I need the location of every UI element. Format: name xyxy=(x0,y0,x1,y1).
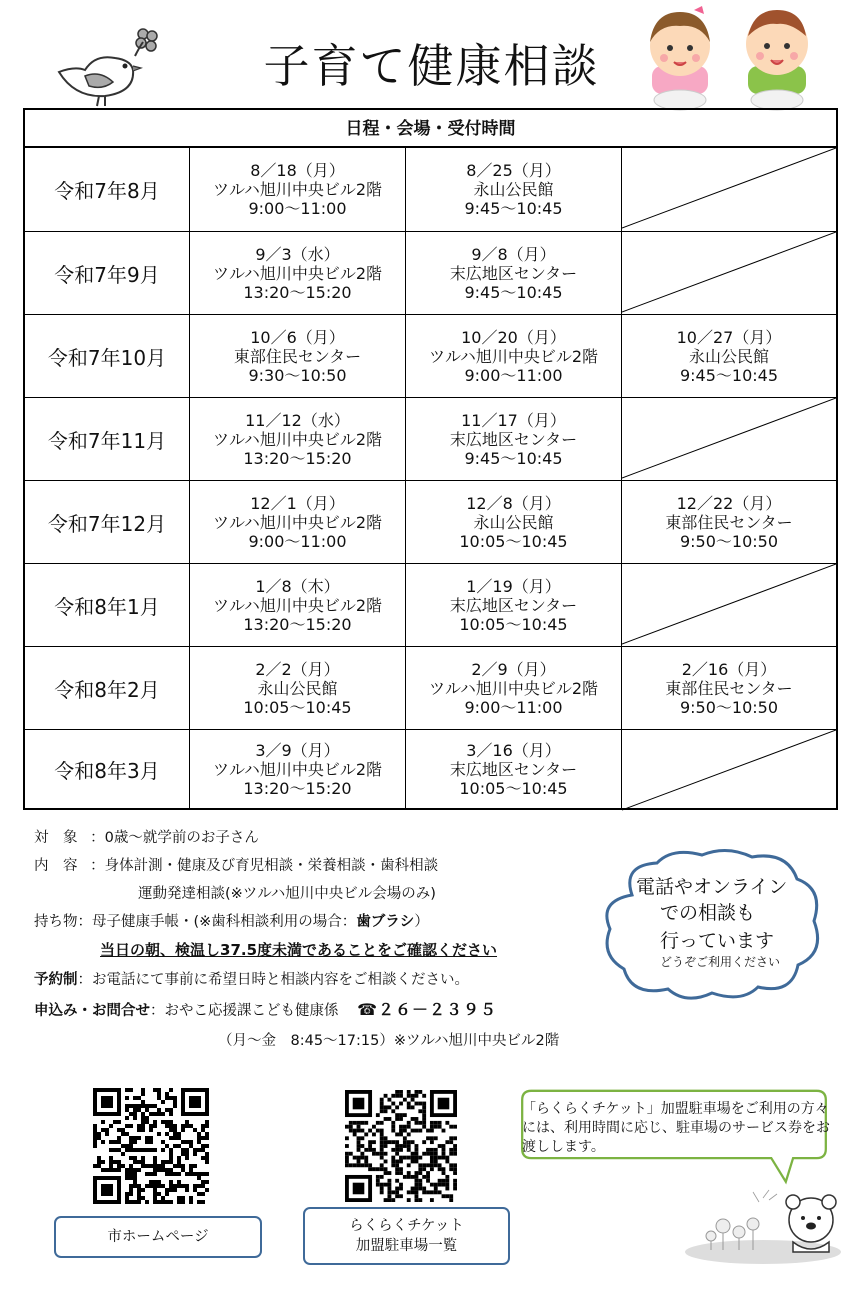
schedule-cell xyxy=(622,148,836,231)
table-row xyxy=(25,480,836,563)
session-time: 9:45～10:45 xyxy=(464,199,563,218)
session-time: 13:20～15:20 xyxy=(243,614,352,634)
session-date: 11／17（月） xyxy=(461,410,566,430)
session-date: 11／12（水） xyxy=(245,410,350,430)
table-row xyxy=(25,148,836,231)
session-venue: 東部住民センター xyxy=(665,512,793,532)
parking-line-1: らくらくチケット xyxy=(349,1218,464,1234)
schedule-cell xyxy=(406,647,622,729)
schedule-cell xyxy=(406,398,622,480)
session-date: 12／22（月） xyxy=(676,493,782,513)
session-time: 9:45～10:45 xyxy=(464,448,563,468)
session-venue: 永山公民館 xyxy=(473,180,554,199)
session-venue: 末広地区センター xyxy=(449,263,578,283)
schedule-cell xyxy=(622,564,836,646)
schedule-cell xyxy=(622,730,836,808)
month-label: 令和7年12月 xyxy=(25,481,190,563)
session-date: 10／27（月） xyxy=(676,327,782,347)
session-venue: ツルハ旭川中央ビル2階 xyxy=(212,429,383,449)
schedule-cell xyxy=(622,647,836,729)
target-value: ：0歳～就学前のお子さん xyxy=(90,830,259,846)
table-row xyxy=(25,231,836,314)
schedule-cell xyxy=(406,481,622,563)
session-time: 13:20～15:20 xyxy=(243,778,352,798)
reservation-row xyxy=(34,970,469,990)
session-venue: ツルハ旭川中央ビル2階 xyxy=(212,180,383,199)
session-venue: ツルハ旭川中央ビル2階 xyxy=(212,263,383,283)
session-venue: 東部住民センター xyxy=(233,346,362,366)
session-date: 12／8（月） xyxy=(466,493,561,513)
items-value: ：母子健康手帳・(※歯科相談利用の場合： xyxy=(77,914,357,930)
empty-cell-diagonal xyxy=(622,564,836,647)
items-end: ） xyxy=(414,914,429,930)
session-time: 13:20～15:20 xyxy=(243,282,352,302)
schedule-cell xyxy=(406,148,622,231)
table-header: 日程・会場・受付時間 xyxy=(25,110,836,148)
session-date: 2／16（月） xyxy=(681,659,777,679)
page-title: 子育て健康相談 xyxy=(263,39,600,93)
items-row xyxy=(34,912,429,932)
schedule-cell xyxy=(622,398,836,480)
table-row xyxy=(25,729,836,808)
session-venue: ツルハ旭川中央ビル2階 xyxy=(212,512,383,532)
session-time: 10:05～10:45 xyxy=(243,697,352,717)
session-time: 9:00～11:00 xyxy=(464,697,563,717)
content-label: 内 容 xyxy=(34,858,78,874)
schedule-cell xyxy=(406,232,622,314)
session-time: 10:05～10:45 xyxy=(459,778,568,798)
session-time: 9:45～10:45 xyxy=(464,282,563,302)
schedule-cell xyxy=(406,564,622,646)
reservation-label: 予約制 xyxy=(34,972,78,988)
parking-line-2: 加盟駐車場一覧 xyxy=(355,1238,458,1254)
parking-note-text: 「らくらくチケット」加盟駐車場をご利用の方々には、利用時間に応じ、駐車場のサービス券をお渡しします。 xyxy=(522,1101,830,1155)
schedule-table xyxy=(23,108,838,810)
schedule-cell xyxy=(406,315,622,397)
table-row xyxy=(25,563,836,646)
target-row xyxy=(34,828,259,848)
items-bold: 歯ブラシ xyxy=(356,914,415,930)
empty-cell-diagonal xyxy=(622,398,836,481)
phone-number: ☎２６－２３９５ xyxy=(357,1000,498,1019)
cloud-line-3: 行っています xyxy=(660,930,775,952)
schedule-cell xyxy=(622,315,836,397)
schedule-cell xyxy=(190,148,406,231)
schedule-cell xyxy=(190,564,406,646)
home-page-button[interactable] xyxy=(54,1216,262,1258)
session-venue: ツルハ旭川中央ビル2階 xyxy=(212,595,383,615)
session-time: 9:30～10:50 xyxy=(248,365,347,385)
session-date: 3／9（月） xyxy=(255,740,340,760)
home-page-qr-code[interactable] xyxy=(93,1088,209,1204)
session-date: 9／3（水） xyxy=(255,244,340,264)
session-date: 2／9（月） xyxy=(471,659,556,679)
session-time: 9:00～11:00 xyxy=(464,365,563,385)
cloud-line-1: 電話やオンライン xyxy=(636,876,788,898)
session-date: 12／1（月） xyxy=(250,493,345,513)
schedule-cell xyxy=(190,232,406,314)
month-label: 令和8年3月 xyxy=(25,730,190,808)
schedule-cell xyxy=(622,481,836,563)
session-time: 10:05～10:45 xyxy=(459,531,568,551)
month-label: 令和7年10月 xyxy=(25,315,190,397)
content-value-2: 運動発達相談(※ツルハ旭川中央ビル会場のみ) xyxy=(138,886,436,902)
session-date: 3／16（月） xyxy=(466,740,561,760)
schedule-cell xyxy=(190,481,406,563)
cloud-line-4: どうぞご利用ください xyxy=(660,955,781,969)
session-date: 10／20（月） xyxy=(461,327,566,347)
session-venue: 東部住民センター xyxy=(665,678,793,698)
table-row xyxy=(25,646,836,729)
schedule-cell xyxy=(406,730,622,808)
session-venue: ツルハ旭川中央ビル2階 xyxy=(428,346,599,366)
empty-cell-diagonal xyxy=(622,148,836,231)
bear-illustration xyxy=(683,1186,848,1266)
empty-cell-diagonal xyxy=(622,730,836,813)
contact-row xyxy=(34,1000,497,1021)
session-time: 9:00～11:00 xyxy=(248,531,347,551)
schedule-cell xyxy=(190,315,406,397)
session-venue: 末広地区センター xyxy=(449,429,578,449)
session-venue: 末広地区センター xyxy=(449,759,578,779)
content-value: ：身体計測・健康及び育児相談・栄養相談・歯科相談 xyxy=(90,858,439,874)
notice-text: 当日の朝、検温し37.5度未満であることをご確認ください xyxy=(100,941,498,959)
session-date: 2／2（月） xyxy=(255,659,340,679)
reservation-value: ：お電話にて事前に希望日時と相談内容をご相談ください。 xyxy=(77,972,469,988)
babies-illustration xyxy=(640,4,836,114)
parking-list-qr-code[interactable] xyxy=(345,1090,457,1202)
session-date: 8／25（月） xyxy=(466,161,561,180)
session-time: 9:00～11:00 xyxy=(248,199,347,218)
session-venue: 永山公民館 xyxy=(257,678,338,698)
session-venue: 末広地区センター xyxy=(449,595,578,615)
session-time: 9:50～10:50 xyxy=(679,531,779,551)
session-time: 13:20～15:20 xyxy=(243,448,352,468)
session-time: 9:50～10:50 xyxy=(679,697,779,717)
schedule-cell xyxy=(190,398,406,480)
session-time: 9:45～10:45 xyxy=(679,365,779,385)
session-date: 1／19（月） xyxy=(466,576,561,596)
session-time: 10:05～10:45 xyxy=(459,614,568,634)
parking-list-button[interactable] xyxy=(303,1207,510,1265)
session-venue: 永山公民館 xyxy=(688,346,769,366)
session-date: 9／8（月） xyxy=(471,244,556,264)
office-hours: （月～金 8:45～17:15）※ツルハ旭川中央ビル2階 xyxy=(218,1033,560,1049)
session-date: 10／6（月） xyxy=(250,327,345,347)
items-label: 持ち物 xyxy=(34,914,78,930)
session-venue: ツルハ旭川中央ビル2階 xyxy=(428,678,599,698)
session-date: 8／18（月） xyxy=(250,161,345,180)
session-venue: 永山公民館 xyxy=(473,512,554,532)
contact-label: 申込み・お問合せ xyxy=(34,1003,150,1019)
schedule-cell xyxy=(190,647,406,729)
content-row xyxy=(34,856,438,876)
session-date: 1／8（木） xyxy=(255,576,340,596)
home-page-label: 市ホームページ xyxy=(107,1229,209,1245)
table-row xyxy=(25,314,836,397)
contact-value: ：おやこ応援課こども健康係 xyxy=(150,1003,339,1019)
cloud-line-2: での相談も xyxy=(660,902,756,924)
month-label: 令和8年1月 xyxy=(25,564,190,646)
month-label: 令和7年9月 xyxy=(25,232,190,314)
empty-cell-diagonal xyxy=(622,232,836,315)
target-label: 対 象 xyxy=(34,830,78,846)
schedule-cell xyxy=(190,730,406,808)
table-row xyxy=(25,397,836,480)
session-venue: ツルハ旭川中央ビル2階 xyxy=(212,759,383,779)
month-label: 令和7年8月 xyxy=(25,148,190,231)
schedule-cell xyxy=(622,232,836,314)
month-label: 令和8年2月 xyxy=(25,647,190,729)
month-label: 令和7年11月 xyxy=(25,398,190,480)
